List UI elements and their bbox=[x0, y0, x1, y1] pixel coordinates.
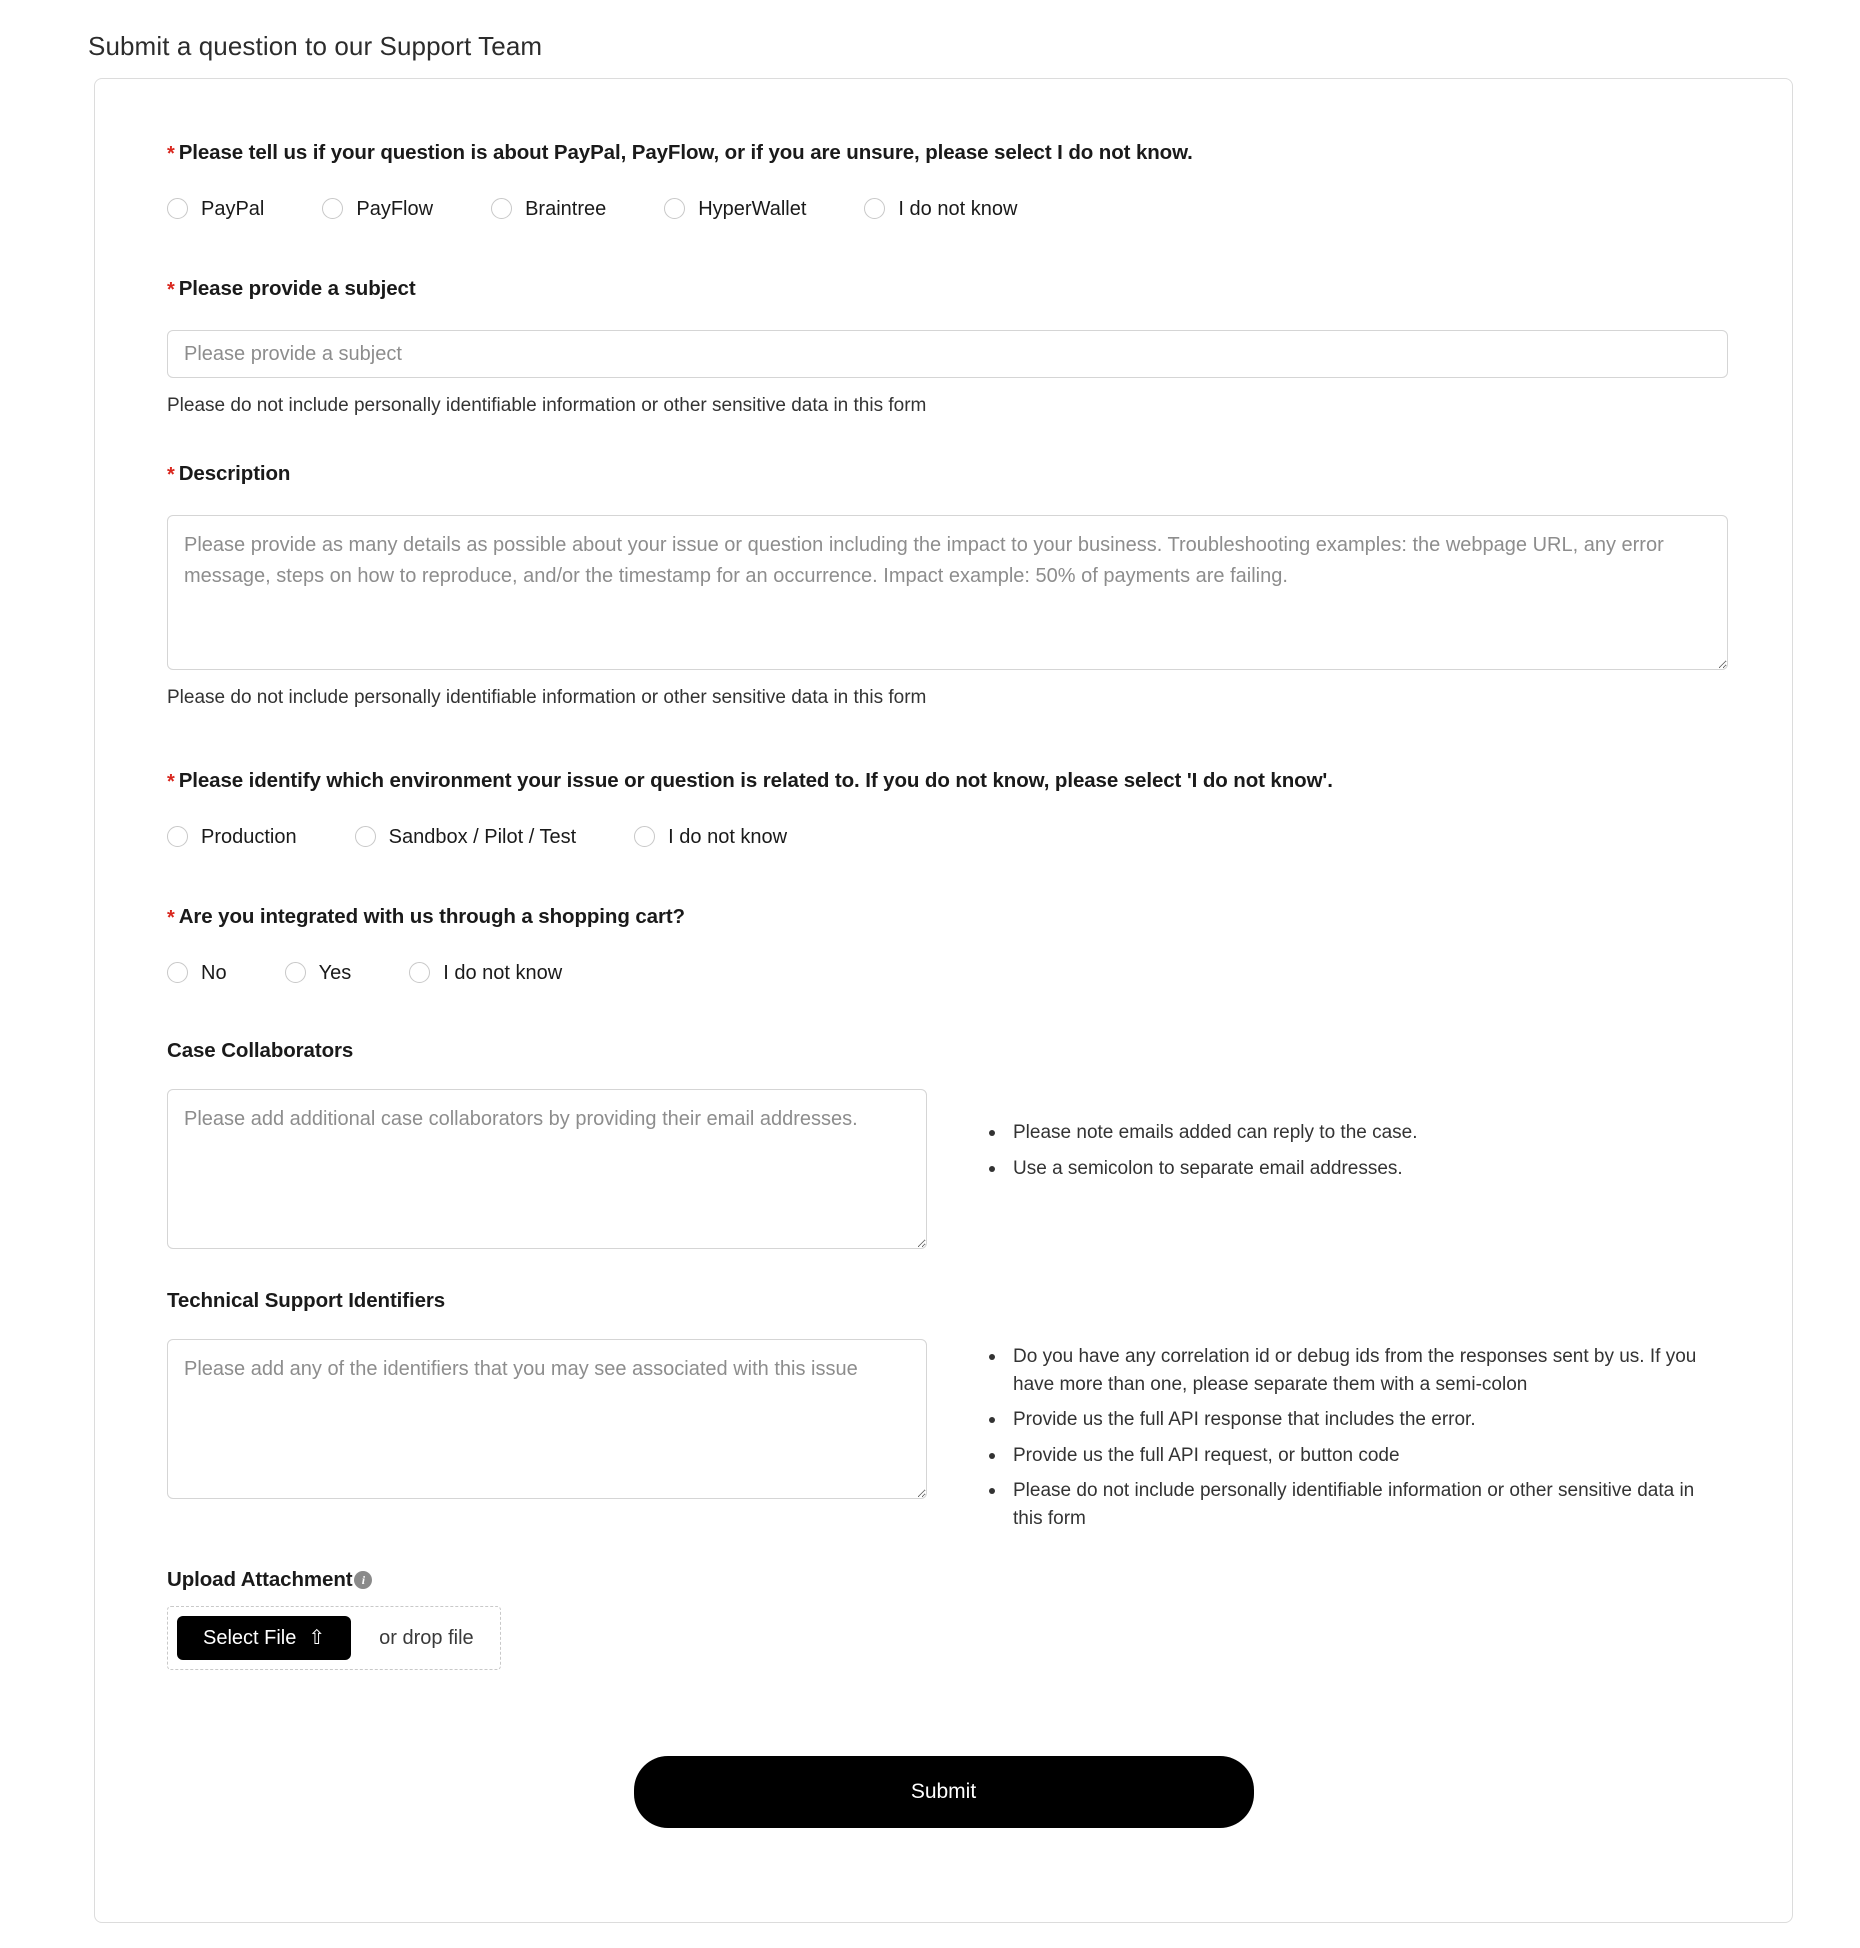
radio-circle-icon[interactable] bbox=[285, 962, 306, 983]
radio-label: Production bbox=[201, 825, 297, 848]
list-item: Do you have any correlation id or debug ids from the responses sent by us. If you have more than one, please separate them with a semi-colon bbox=[989, 1343, 1720, 1398]
radio-label: Sandbox / Pilot / Test bbox=[388, 825, 577, 848]
subject-input[interactable] bbox=[167, 330, 1728, 378]
radio-label: Yes bbox=[318, 961, 352, 984]
field-description bbox=[167, 460, 1720, 712]
radio-circle-icon[interactable] bbox=[409, 962, 430, 983]
radio-circle-icon[interactable] bbox=[864, 198, 885, 219]
required-asterisk: * bbox=[167, 907, 175, 930]
technical-support-identifiers-notes-col bbox=[927, 1339, 1720, 1540]
case-collaborators-input-col bbox=[167, 1089, 927, 1249]
radio-option-yes[interactable] bbox=[285, 962, 352, 983]
list-item: Please note emails added can reply to the case. bbox=[989, 1119, 1720, 1147]
spacer bbox=[167, 711, 1720, 767]
radio-label: I do not know bbox=[898, 197, 1018, 220]
radio-circle-icon[interactable] bbox=[664, 198, 685, 219]
field-case-collaborators bbox=[167, 1039, 1720, 1249]
radio-circle-icon[interactable] bbox=[167, 962, 188, 983]
technical-support-identifiers-notes-list bbox=[963, 1343, 1720, 1532]
radio-label: Braintree bbox=[525, 197, 607, 220]
radio-circle-icon[interactable] bbox=[491, 198, 512, 219]
environment-question-label-text: Please identify which environment your issue or question is related to. If you do not know, please select 'I do not know'. bbox=[178, 769, 1333, 793]
radio-circle-icon[interactable] bbox=[167, 826, 188, 847]
radio-option-paypal[interactable] bbox=[167, 198, 264, 219]
case-collaborators-row bbox=[167, 1089, 1720, 1249]
radio-option-i-do-not-know[interactable] bbox=[864, 198, 1017, 219]
shopping-cart-question-label bbox=[167, 903, 1720, 932]
select-file-button[interactable] bbox=[177, 1616, 351, 1660]
radio-option-payflow[interactable] bbox=[322, 198, 433, 219]
environment-radio-group bbox=[167, 826, 1720, 847]
upload-icon: ⇧ bbox=[308, 1627, 326, 1650]
technical-support-identifiers-input-col bbox=[167, 1339, 927, 1499]
case-collaborators-label: Case Collaborators bbox=[167, 1039, 354, 1063]
drop-file-text: or drop file bbox=[379, 1626, 474, 1649]
required-asterisk: * bbox=[167, 143, 175, 165]
description-helper-text: Please do not include personally identifiable information or other sensitive data in this form bbox=[167, 686, 927, 708]
subject-label bbox=[167, 275, 1720, 304]
shopping-cart-radio-group bbox=[167, 962, 1720, 983]
radio-circle-icon[interactable] bbox=[355, 826, 376, 847]
radio-label: PayPal bbox=[201, 197, 265, 220]
radio-label: PayFlow bbox=[356, 197, 434, 220]
case-collaborators-notes-list bbox=[963, 1119, 1720, 1182]
technical-support-identifiers-row bbox=[167, 1339, 1720, 1540]
list-item: Provide us the full API request, or button code bbox=[989, 1442, 1720, 1470]
field-subject bbox=[167, 275, 1720, 420]
select-file-button-label: Select File bbox=[203, 1627, 297, 1650]
page-title: Submit a question to our Support Team bbox=[88, 31, 543, 61]
technical-support-identifiers-textarea[interactable] bbox=[167, 1339, 927, 1499]
product-question-label bbox=[167, 139, 1720, 168]
radio-label: HyperWallet bbox=[698, 197, 807, 220]
field-product-question bbox=[167, 139, 1720, 219]
product-question-label-text: Please tell us if your question is about PayPal, PayFlow, or if you are unsure, please select I do not know. bbox=[178, 141, 1193, 164]
radio-circle-icon[interactable] bbox=[167, 198, 188, 219]
support-form-card bbox=[94, 78, 1793, 1923]
field-upload-attachment bbox=[167, 1568, 1720, 1670]
radio-option-sandbox-pilot-test[interactable] bbox=[355, 826, 577, 847]
radio-option-no[interactable] bbox=[167, 962, 227, 983]
description-textarea[interactable] bbox=[167, 515, 1728, 670]
spacer bbox=[167, 847, 1720, 903]
required-asterisk: * bbox=[167, 771, 175, 794]
field-shopping-cart-question bbox=[167, 903, 1720, 983]
radio-option-braintree[interactable] bbox=[491, 198, 606, 219]
shopping-cart-question-label-text: Are you integrated with us through a shopping cart? bbox=[178, 905, 685, 929]
description-label bbox=[167, 460, 1720, 489]
submit-row bbox=[167, 1756, 1720, 1828]
radio-circle-icon[interactable] bbox=[322, 198, 343, 219]
list-item: Please do not include personally identifiable information or other sensitive data in this form bbox=[989, 1477, 1720, 1532]
info-icon[interactable]: i bbox=[354, 1571, 372, 1589]
case-collaborators-textarea[interactable] bbox=[167, 1089, 927, 1249]
technical-support-identifiers-label: Technical Support Identifiers bbox=[167, 1289, 446, 1313]
description-label-text: Description bbox=[178, 461, 291, 485]
product-radio-group bbox=[167, 198, 1720, 219]
required-asterisk: * bbox=[167, 463, 175, 486]
spacer bbox=[167, 1249, 1720, 1289]
field-technical-support-identifiers bbox=[167, 1289, 1720, 1540]
required-asterisk: * bbox=[167, 279, 175, 301]
case-collaborators-notes-col bbox=[927, 1089, 1720, 1190]
environment-question-label bbox=[167, 767, 1720, 796]
radio-label: I do not know bbox=[443, 961, 563, 984]
list-item: Provide us the full API response that includes the error. bbox=[989, 1406, 1720, 1434]
spacer bbox=[167, 420, 1720, 460]
radio-option-cart-i-do-not-know[interactable] bbox=[409, 962, 562, 983]
radio-option-environment-i-do-not-know[interactable] bbox=[634, 826, 787, 847]
spacer bbox=[167, 219, 1720, 275]
submit-button[interactable]: Submit bbox=[634, 1756, 1254, 1828]
radio-label: I do not know bbox=[668, 825, 788, 848]
spacer bbox=[167, 983, 1720, 1039]
list-item: Use a semicolon to separate email addresses. bbox=[989, 1155, 1720, 1183]
radio-option-hyperwallet[interactable] bbox=[664, 198, 806, 219]
upload-attachment-label: Upload Attachment bbox=[167, 1568, 353, 1592]
subject-label-text: Please provide a subject bbox=[178, 277, 416, 300]
field-environment-question bbox=[167, 767, 1720, 847]
file-dropzone[interactable] bbox=[167, 1606, 501, 1670]
spacer bbox=[167, 1540, 1720, 1568]
radio-option-production[interactable] bbox=[167, 826, 297, 847]
radio-circle-icon[interactable] bbox=[634, 826, 655, 847]
upload-attachment-header bbox=[167, 1568, 1720, 1592]
subject-helper-text: Please do not include personally identifiable information or other sensitive data in this form bbox=[167, 395, 927, 416]
radio-label: No bbox=[201, 961, 227, 984]
